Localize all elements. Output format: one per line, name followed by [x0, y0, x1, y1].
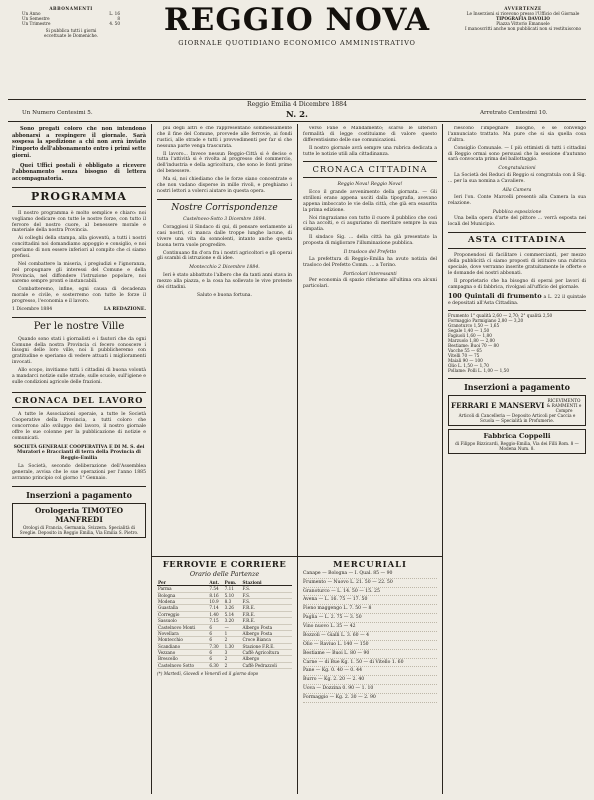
trasloco-title: Il trasloco del Prefetto [343, 249, 397, 255]
ferrovie-cell-ant: 7.14 [208, 605, 223, 611]
price-line: Vacche 55 — 65 [448, 348, 482, 354]
subscription-label: Un Trimestre [22, 21, 51, 27]
column-3-paragraph: verso Fane e Mandamento; scarso le ulteriori formalità di legge costituiamo di valore questo differentisismo delle sue comunicazioni. [303, 126, 437, 143]
notice-line: I manoscritti anche non pubblicati non si restituiscono [464, 26, 582, 32]
ferrovie-row [157, 630, 292, 636]
mercuriali-title: MERCURIALI [333, 559, 407, 569]
programma-body [12, 211, 146, 305]
subscription-label: Un Semestre [22, 16, 50, 22]
ferrovie-cell-ant: 7.54 [208, 586, 223, 592]
ads-left-title: Inserzioni a pagamento [12, 486, 146, 500]
ferrovie-cell-pom: 2 [224, 656, 242, 662]
column-rule-1b [151, 556, 152, 794]
mercuriale-line: Canape — Bologna — I. Qual. 85 — 90 [303, 570, 437, 579]
price-line: Granoturco 1,50 — 1,65 [448, 323, 500, 329]
price-line: Segale 1,40 — 1,50 [448, 328, 490, 334]
date-line: Reggio Emilia 4 Dicembre 1884 [246, 101, 348, 108]
ferrovie-cell-pom: 3.26 [224, 605, 242, 611]
ferrovie-header-cell: Per [157, 580, 208, 586]
column-4-body [448, 126, 586, 163]
ferrovie-cell-dest: Vezzano [157, 650, 208, 656]
ferrovie-cell-station: Caffè Pedrazzoli [242, 662, 292, 668]
column-1 [12, 126, 146, 794]
mercuriale-line: Vino nuovo L. 35 — 42 [303, 623, 437, 632]
programma-signature: LA REDAZIONE. [103, 306, 146, 312]
ferrovie-row [157, 662, 292, 668]
fabbrica-text: di Filippo Bizzicardi, Reggio-Emilia, Via dei Filli Rom. 8 — Modena Num. 8. [455, 440, 579, 451]
ferrovie-cell-pom: 2 [224, 637, 242, 643]
ferrovie-footnote: (*) Martedì, Giovedì e Venerdì ed il giorno dopo [157, 671, 259, 677]
column-4-paragraph: riescono l'impegnare bisogno, e se convengo l'annunciato trattato. Ma pure che si sia quella cosa d'altra. [448, 126, 586, 143]
ferrovie-cell-ant: 7.30 [208, 643, 223, 649]
corr-text-2: Ieri è stato abbattuto l'albero che da tanti anni stava in mezzo alla piazza, e la cosa ha sollevato le vive proteste dei cittadini. [157, 273, 292, 290]
ferrovie-table [157, 580, 292, 669]
ads-right-title: Inserzioni a pagamento [448, 378, 586, 392]
mercuriale-line: Formaggio — Kg. 2. 30 — 2. 90 [303, 694, 437, 703]
ferrovie-cell-pom: — [224, 624, 242, 630]
column-4-paragraph: Consiglio Comunale. — I più ottimisti di tutti i cittadini di Reggio ormai sono persuasi che la sessione d'autunno sarà convocata prima del ballottaggio. [448, 145, 586, 163]
masthead-title: REGGIO NOVA [163, 2, 431, 38]
ferrovie-cell-ant: 6 [208, 637, 223, 643]
corr-signature: Saluto e buona fortuna. [196, 292, 252, 298]
price-line: Bestiame: Buoi 70 — 80 [448, 343, 499, 349]
lavoro-paragraph: A tutte le Associazioni operaie, a tutte le Società Cooperative della Provincia, a tutti coloro che concorrono allo sviluppo del lavoro, il nostro giornale offre le sue colonne per la pubblicazione di notizie e comunicati. [12, 412, 146, 441]
ferrovie-table-body [157, 586, 292, 669]
ferrovie-cell-station: Stazione F.R.E. [242, 643, 292, 649]
fabbrica-ad [448, 429, 586, 454]
shop-side: RICEVIMENTO & RAMMENTI e Compre [546, 397, 582, 413]
corrispondenze-title: Nostre Corrispondenze [157, 199, 292, 215]
ferrovie-cell-pom: 8.3 [224, 599, 242, 605]
column-3 [303, 126, 437, 556]
cronaca-lavoro-body [12, 412, 146, 441]
masthead-subtitle: GIORNALE QUOTIDIANO ECONOMICO AMMINISTRATIVO [178, 38, 416, 47]
ville-paragraph: Quando sono stati i giornalisti e i fautori che da ogni Comune della nostra Provincia ci fecero conoscere i bisogni delle loro ville, noi li pubblicheremo con gratitudine e speriamo di vedere attuati i miglioramenti invocati. [12, 336, 146, 366]
date-rule-bottom [8, 121, 586, 122]
programma-paragraph: Ai colleghi della stampa, alla gioventù, a tutti i nostri concittadini noi domandiamo appoggio e consiglio, e noi speriamo di non essere inferiori al compito che ci siamo prefissi. [12, 236, 146, 259]
ferrovie-cell-pom: 1.30 [224, 643, 242, 649]
ferrovie-cell-dest: Montecchio [157, 637, 208, 643]
premio-line: 100 Quintali di frumento [448, 292, 542, 301]
price-line: Frumento 1° qualità 2,60 — 2,70; 2° qualità 2,50 [448, 313, 553, 319]
ferrovie-cell-pom: 3 [224, 650, 242, 656]
ferrovie-cell-station: Albergo Posta [242, 624, 292, 630]
notice-line: Piazza Vittorio Emanuele [496, 21, 550, 27]
price-list [448, 310, 586, 373]
esposizione-title: Pubblica esposizione [492, 209, 542, 215]
ferrovie-cell-station: F.S. [242, 586, 292, 592]
subscription-box [12, 6, 130, 38]
cronaca-lavoro-title: CRONACA DEL LAVORO [12, 392, 146, 409]
ferrovie-cell-ant: 1.40 [208, 611, 223, 617]
price-line: Fagiuoli 1,60 — 1,80 [448, 333, 492, 339]
issue-price: Un Numero Centesimi 5. [22, 110, 93, 116]
ferrovie-cell-ant: 6 [208, 650, 223, 656]
subscription-label: Un Anno [22, 11, 41, 17]
corr-place-2: Montecchio 2 Dicembre 1884. [189, 265, 260, 271]
ferrovie-cell-station: Albergo Posta [242, 630, 292, 636]
lead-notice: Sono pregati coloro che non intendono abbonarsi a respingere il giornale. Sarà sospesa la spedizione a chi non avrà inviato l'importo dell'abbonamento entro i primi sette giorni. [12, 126, 146, 159]
particolari-text: Per economia di spazio riferiamo all'ultima ora alcuni particolari. [303, 278, 437, 290]
mercuriali-section [303, 559, 437, 794]
subscription-row [12, 21, 130, 26]
cronaca-paragraph: Noi ringraziamo con tutto il cuore il pubblico che così ci ha accolti, e ci auguriamo di meritare sempre la sua simpatia. [303, 215, 437, 233]
ferrovie-cell-station: F.R.E. [242, 618, 292, 624]
subscription-note-1: Si pubblica tutti i giorni [45, 28, 97, 34]
ferrovie-cell-dest: Brescello [157, 656, 208, 662]
price-line: Marzuolo 1,80 — 2,00 [448, 338, 495, 344]
ferrovie-subtitle: Orario delle Partenze [189, 569, 260, 578]
trasloco-text: La prefettura di Reggio-Emilia ha avuto notizia del trasloco del Prefetto Comm. ... a Torino. [303, 256, 437, 268]
column-4 [448, 126, 586, 794]
ville-paragraph: Allo scopo, invitiamo tutti i cittadini di buona volontà a mandarci notizie sulle strade, sulle scuole, sull'igiene e sulle condizioni agricole delle frazioni. [12, 368, 146, 385]
cronaca-subtitle: Reggio Nova! Reggio Nova! [337, 182, 403, 188]
ferrovie-row [157, 624, 292, 630]
ferrovie-cell-dest: Parma [157, 586, 208, 592]
ville-body [12, 337, 146, 386]
mercuriale-line: Carne — di Bue Kg. 1. 50 — di Vitello 1. 60 [303, 659, 437, 668]
price-line: Pollame: Polli L. 1,00 — 1,50 [448, 368, 509, 374]
corrispondenza-paragraph: Continuano fin d'ora fra i nostri agricoltori e gli operai gli scambi di istruzione e di idee. [157, 250, 292, 262]
ferrovie-cell-ant: 7.15 [208, 618, 223, 624]
ferrovie-cell-ant: 8.16 [208, 592, 223, 598]
column-rule-2b [297, 556, 298, 794]
ferrovie-cell-ant: 6 [208, 630, 223, 636]
shop-text: Articoli di Cancelleria — Deposito Articoli per Caccia e Scuola — Specialità in Profumerie. [458, 412, 576, 423]
ferrovie-cell-pom: 2 [224, 662, 242, 668]
fabbrica-name: Fabbrica Coppelli [483, 431, 551, 440]
notice-line: TIPOGRAFIA DAVOLIO [496, 16, 550, 22]
column-rule-3 [442, 124, 443, 794]
ferrovie-cell-pom: 5.14 [224, 611, 242, 617]
masthead [130, 4, 464, 47]
ferrovie-cell-pom: 3.20 [224, 618, 242, 624]
mercuriale-line: Pane — Kg. 0. 40 — 0. 44 [303, 667, 437, 676]
asta-paragraph: Proponendosi di facilitare i commercianti, per mezzo della pubblicità ci siamo proposti di istituire una rubrica speciale, dove verranno inserite gratuitamente le offerte e le domande dei nostri abbonati. [448, 253, 586, 276]
ferrovie-header-cell: Ant. [208, 580, 223, 586]
corrispondenze-body [157, 225, 292, 262]
ferrovie-cell-dest: Novellara [157, 630, 208, 636]
ferrovie-cell-ant: 10.9 [208, 599, 223, 605]
subscription-value: 8 [117, 16, 120, 22]
column-2-body [157, 126, 292, 195]
column-2-paragraph: Ma sì, noi chiediamo che le forze siano concentrate e che non vadano disperse in mille rivoli, e preghiamo i nostri lettori a volerci aiutare in questa opera. [157, 177, 292, 194]
premio-rest: a L. 22 il quintale e depositati all'Asta Cittadina. [448, 295, 586, 307]
lead-notice-2: Quei Uffici postali è obbligato a ricevere l'abbonamento senza bisogno di lettera accompagnatoria. [12, 162, 146, 183]
programma-paragraph: Nel combattere la miseria, i pregiudizi e l'ignoranza, nel propugnare gli interessi del Comune e della Provincia, nel diffondere l'istruzione popolare, noi saremo sempre pronti e instancabili. [12, 261, 146, 285]
price-line: Vitelli 70 — 75 [448, 353, 480, 359]
notices-lines [462, 11, 584, 31]
price-line: Formaggio Parmigiano 2,80 — 3,20 [448, 318, 524, 324]
ferrovie-cell-ant: 6 [208, 656, 223, 662]
watchmaker-text: Orologi di Francia, Germania, Svizzera. Specialità di Sveglie. Deposito in Reggio Emilia, Via Emilia S. Pietro. [19, 524, 139, 535]
camera-text: Ieri l'on. Conte Marcelli presentò alla Camera la sua relazione. [448, 194, 586, 206]
ferrovie-header-cell: Stazioni [242, 580, 292, 586]
notices-heading: AVVERTENZE [504, 6, 542, 11]
ferrovie-section [157, 559, 292, 794]
ferrovie-cell-dest: Castelnovo Monti [157, 624, 208, 630]
ferrovie-cell-dest: Scandiano [157, 643, 208, 649]
cronaca-cittadina-title: CRONACA CITTADINA [303, 161, 437, 178]
ferrovie-title: FERROVIE E CORRIERE [162, 559, 287, 569]
notices-box [462, 6, 584, 31]
mercuriali-body [303, 570, 437, 703]
subscription-heading: ABBONAMENTI [49, 6, 93, 11]
ferrovie-cell-dest: Correggio [157, 611, 208, 617]
programma-dateline: 1 Dicembre 1884 [12, 306, 53, 312]
column-3-paragraph: Il nostro giornale avrà sempre una rubrica dedicata a tutte le notizie utili alla cittadinanza. [303, 145, 437, 157]
ferrovie-cell-dest: Modena [157, 599, 208, 605]
ferrovie-cell-dest: Castelnovo Sotto [157, 662, 208, 668]
mercuriale-line: Fieno maggengo L. 7. 50 — 8 [303, 605, 437, 614]
subscription-value: L. 16 [109, 11, 120, 17]
mercuriale-line: Burro — Kg. 2. 20 — 2. 40 [303, 676, 437, 685]
subscription-note-2: eccettuate le Domeniche. [43, 33, 99, 39]
society-text: La Società, secondo deliberazione dell'Assemblea generale, avvisa che le sue operazioni per l'anno 1885 avranno principio col giorno 1° Gennaio. [12, 464, 146, 481]
ferrovie-header-cell: Pom. [224, 580, 242, 586]
column-2-paragraph: Il lavoro... Invece nessun Reggio-Città si è deciso e tutta l'attività si è rivolta al progresso del commercio, dell'industria e della agricoltura, che sono le fonti prime del benessere. [157, 151, 292, 175]
notice-line: Le Inserzioni si ricevono presso l'Ufficio del Giornale [466, 11, 580, 17]
mercuriale-line: Uova — Dozzina 0. 90 — 1. 10 [303, 685, 437, 694]
ferrovie-cell-ant: 6.30 [208, 662, 223, 668]
mercuriale-line: Avena — L. 16. 75 — 17. 50 [303, 596, 437, 605]
programma-title: PROGRAMMA [12, 187, 146, 207]
ferrovie-cell-ant: 6 [208, 624, 223, 630]
price-line: Maiali 90 — 100 [448, 358, 483, 364]
cronaca-paragraph: Il sindaco Sig. ... della città ha già presentato la proposta di migliorare l'illuminazione pubblica. [303, 235, 437, 246]
congratulazioni-title: Congratulazioni [498, 166, 536, 172]
shop-name: FERRARI E MANSERVI [451, 400, 545, 410]
column-rule-1 [151, 124, 152, 556]
ferrovie-cell-station: Caffè Agricoltura [242, 650, 292, 656]
ferrovie-cell-station: F.S. [242, 599, 292, 605]
corr-place: Castelnovo-Sotto 3 Dicembre 1884. [183, 217, 266, 223]
mercuriale-line: Granoturco — L. 14. 50 — 15. 25 [303, 588, 437, 597]
watchmaker-ad [12, 503, 146, 538]
esposizione-text: Una bella opera d'arte del pittore ... verrà esposta nei locali del Municipio. [448, 216, 586, 228]
column-rule-2 [297, 124, 298, 556]
asta-paragraph: Il proprietario che ha bisogno di operai per lavori di campagna o di fabbrica, rivolgasi all'ufficio del giornale. [448, 278, 586, 290]
price-line: Olio L. 1,50 — 1,70 [448, 363, 489, 369]
asta-title: ASTA CITTADINA [448, 232, 586, 249]
cronaca-cittadina-body [303, 190, 437, 247]
mercuriale-line: Bozzoli — Gialli L. 3. 60 — 4 [303, 632, 437, 641]
ferrari-ad [448, 395, 586, 426]
society-title: SOCIETÀ GENERALE COOPERATIVA E DI M. S. dei Muratori e Braccianti di terra della Provincia di Reggio-Emilia [13, 444, 145, 462]
column-2 [157, 126, 292, 556]
ferrovie-row [157, 643, 292, 649]
subscription-rows [12, 11, 130, 26]
asta-body [448, 253, 586, 290]
ferrovie-cell-dest: Bologna [157, 592, 208, 598]
subscription-value: 4. 50 [109, 21, 120, 27]
ferrovie-cell-station: Albergo [242, 656, 292, 662]
issue-number: N. 2. [285, 110, 309, 120]
watchmaker-name: Orologeria TIMOTEO MANFREDI [34, 505, 124, 525]
ferrovie-cell-dest: Guastalla [157, 605, 208, 611]
ferrovie-cell-pom: 7.11 [224, 586, 242, 592]
mercuriale-line: Paglia — L. 2. 75 — 3. 50 [303, 614, 437, 623]
ferrovie-cell-station: F.R.E. [242, 611, 292, 617]
ferrovie-cell-station: Croce Bianca [242, 637, 292, 643]
ferrovie-cell-station: F.S. [242, 592, 292, 598]
particolari-title: Particolari interessanti [343, 271, 397, 277]
cronaca-paragraph: Ecco il grande avvenimento della giornata. — Gli strilloni erano appena usciti dalla tipografia, avevano appena imboccato le vie della città, che già era esaurita la prima edizione. [303, 190, 437, 213]
mercuriale-line: Bestiame — Buoi L. 80 — 90 [303, 650, 437, 659]
date-rule-top [8, 99, 586, 100]
ville-title: Per le nostre Ville [12, 317, 146, 334]
column-2-paragraph: più degli altri e che rappresentano sommessamente che il fine del Comune, provvede alle ferrovie, ai fondi rustici, alle strade e tutti i provvedimenti per far sì che nessuna parte venga trascurata. [157, 126, 292, 149]
programma-paragraph: Combatteremo, infine, ogni causa di decadenza morale e civile, e sosterremo con tutte le forze il progresso, l'economia e il lavoro. [12, 287, 146, 305]
mercuriale-line: Frumento — Nuovo L. 21. 50 — 22. 50 [303, 579, 437, 588]
ferrovie-cell-dest: Sassuolo [157, 618, 208, 624]
ferrovie-cell-station: F.R.E. [242, 605, 292, 611]
column-3-body [303, 126, 437, 157]
programma-paragraph: Il nostro programma è molto semplice e chiaro: noi vogliamo dedicare con tutte le nostre forze, con tutto il fervore del nostro cuore, al benessere morale e materiale della nostra Provincia. [12, 210, 146, 234]
ferrovie-cell-pom: 5.10 [224, 592, 242, 598]
arrears-price: Arretrato Centesimi 10. [480, 110, 548, 116]
camera-title: Alla Camera [502, 187, 532, 193]
congratulazioni-text: La Società dei Reduci di Reggio si congratula con il Sig. ... per la sua nomina a Cavaliere. [448, 173, 586, 184]
ferrovie-cell-pom: 1 [224, 630, 242, 636]
corrispondenza-paragraph: Coraggiosi il Sindaco di qui, di pensare seriamente ai casi nostri, ci manca dalle troppe lunghe lacune, di vivere una vita da sonnolenti, intanto anche questa buona terra vuole progredire. [157, 225, 292, 248]
mercuriale-line: Olio — Raviuo L. 140 — 150 [303, 641, 437, 650]
